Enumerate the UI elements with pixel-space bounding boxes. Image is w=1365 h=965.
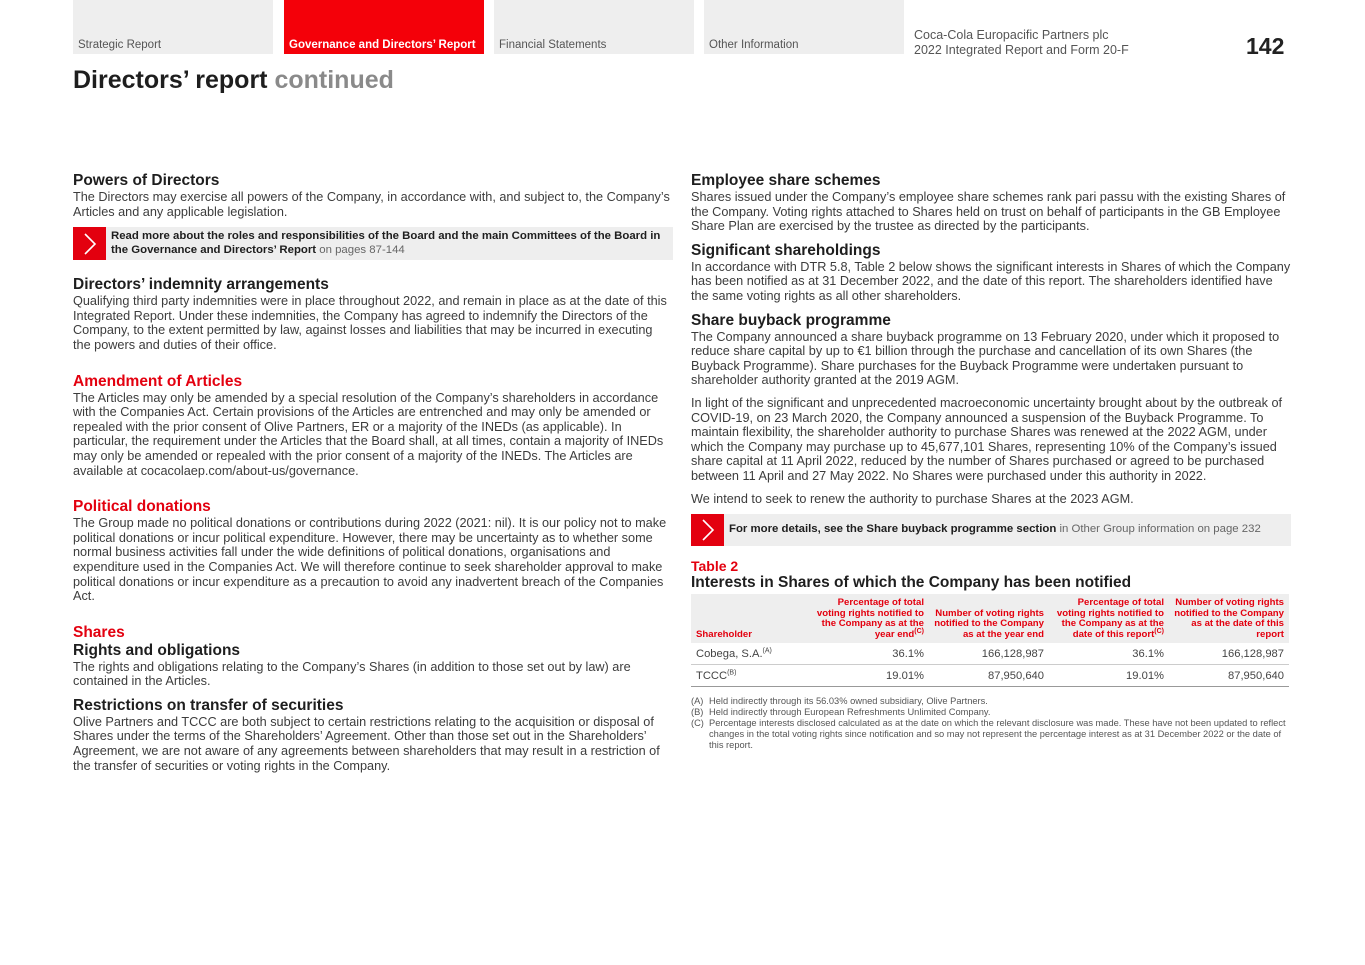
cell-pct-report-date: 36.1%	[1049, 643, 1169, 665]
nav-tab-governance[interactable]	[284, 0, 484, 54]
powers-text: The Directors may exercise all powers of the Company, in accordance with, and subject to, the Company’s Articles and any applicable legislation.	[73, 190, 670, 219]
buyback-callout-bold: For more details, see the Share buyback programme section	[729, 523, 1057, 536]
cell-shareholder: $TCCC^{(B)}$	[691, 665, 809, 687]
table-header-row	[691, 594, 1289, 643]
col-header-pct-report-date: Percentage of total voting rights notified to the Company as at the date of this report$^{(C)}$	[1049, 594, 1169, 643]
cell-num-report-date: 87,950,640	[1169, 665, 1289, 687]
table-footnotes	[691, 696, 1291, 751]
amendment-text: The Articles may only be amended by a special resolution of the Company’s shareholders in accordance with the Companies Act. Certain provisions of the Articles are entrenched and may only be amended or repealed with the prior consent of Olive Partners, ER or a majority of the INEDs (as applicable). In particular, the requirement under the Articles that the Board shall, at all times, contain a majority of INEDs may only be amended or repealed with the prior consent of a majority of the INEDs. The Articles are available at cocacolaep.com/about-us/governance.	[73, 390, 664, 478]
amendment-heading: Amendment of Articles	[73, 372, 243, 390]
political-text: The Group made no political donations or contributions during 2022 (2021: nil). It is our policy not to make political donations or incur political expenditure. However, there may be uncertainty as to whether some normal business activities fall under the wide definitions of political donations, organisations and expenditure used in the Companies Act. We will therefore continue to seek shareholder approval to make political donations or incur expenditure as a precaution to avoid any inadvertent breach of the Companies Act.	[73, 516, 667, 604]
powers-callout-pages: on pages 87-144	[316, 243, 405, 256]
col-header-shareholder: Shareholder	[691, 594, 809, 643]
cell-pct-report-date: 19.01%	[1049, 665, 1169, 687]
restrictions-heading: Restrictions on transfer of securities	[73, 696, 344, 714]
powers-callout-bold: Read more about the roles and responsibilities of the Board and the main Committees of the Board in the Governance and Directors’ Report	[111, 230, 661, 256]
nav-tab-label: Governance and Directors’ Report	[289, 39, 476, 51]
indemnity-heading: Directors’ indemnity arrangements	[73, 276, 329, 294]
page-title	[73, 66, 394, 95]
left-column	[73, 172, 673, 773]
significant-text: In accordance with DTR 5.8, Table 2 below shows the significant interests in Shares of which the Company has been notified as at 31 December 2022, and the date of this report. The shareholders identified have the same voting rights as all other shareholders.	[691, 259, 1291, 303]
cell-num-year-end: 87,950,640	[929, 665, 1049, 687]
cell-shareholder: Cobega, S.A.$^{(A)}$	[691, 643, 809, 665]
nav-tab-label: Other Information	[709, 39, 799, 51]
table-row	[691, 665, 1289, 687]
footnote: (A) Held indirectly through its 56.03% owned subsidiary, Olive Partners.	[691, 696, 988, 707]
nav-tab-other-information[interactable]	[704, 0, 904, 54]
powers-callout-text	[106, 227, 673, 260]
buyback-callout-page: in Other Group information on page 232	[1056, 523, 1261, 536]
col-header-pct-year-end: Percentage of total voting rights notified to the Company as at the year end$^{(C)}$	[809, 594, 929, 643]
report-name-line2: 2022 Integrated Report and Form 20-F	[914, 43, 1129, 57]
nav-tab-strategic-report[interactable]	[73, 0, 273, 54]
buyback-heading: Share buyback programme	[691, 311, 891, 329]
political-heading: Political donations	[73, 498, 211, 516]
shareholdings-table	[691, 594, 1289, 687]
cell-pct-year-end: 19.01%	[809, 665, 929, 687]
nav-tab-label: Financial Statements	[499, 39, 607, 51]
indemnity-text: Qualifying third party indemnities were in place throughout 2022, and remain in place as at the date of this Integrated Report. Under these indemnities, the Company has agreed to indemnify the Directors of the Company, to the extent permitted by law, against losses and liabilities that may be incurred in executing the powers and duties of their office.	[73, 294, 667, 352]
page-title-main: Directors’ report	[73, 66, 268, 94]
buyback-text-2: In light of the significant and unprecedented macroeconomic uncertainty brought about by the outbreak of COVID-19, on 23 March 2020, the Company announced a suspension of the Buyback Programme. To maintain flexibility, the shareholder authority to purchase Shares was renewed at the 2022 AGM, under which the Company may purchase up to 45,677,101 Shares, representing 10% of the Company’s issued share capital at 11 April 2022, reduced by the number of Shares purchased or agreed to be purchased between 11 April and 27 May 2022. No Shares were purchased under this authority in 2022.	[691, 395, 1283, 483]
table-title: Interests in Shares of which the Company has been notified	[691, 574, 1132, 592]
employee-text: Shares issued under the Company’s employee share schemes rank pari passu with the existing Shares of the Company. Voting rights attached to Shares held on trust on behalf of participants in the GB Employee Share Plan are exercised by the trustee as directed by the participants.	[691, 190, 1286, 234]
footnote: (C) Percentage interests disclosed calculated as at the date on which the relevant disclosure was made. These have not been updated to reflect changes in the total voting rights since notification and so may not represent the percentage interest as at 31 December 2022 or the date of this report.	[691, 718, 1286, 751]
shares-heading: Shares	[73, 623, 125, 641]
nav-tab-label: Strategic Report	[78, 39, 162, 51]
chevron-right-icon	[691, 514, 724, 546]
buyback-callout[interactable]	[691, 514, 1291, 546]
buyback-callout-text	[724, 514, 1267, 546]
buyback-text-1: The Company announced a share buyback programme on 13 February 2020, under which it proposed to reduce share capital by up to €1 billion through the purchase and cancellation of its own Shares (the Buyback Programme). Share purchases for the Buyback Programme were undertaken pursuant to shareholder authority granted at the 2019 AGM.	[691, 329, 1280, 388]
col-header-num-year-end: Number of voting rights notified to the Company as at the year end	[929, 594, 1049, 643]
chevron-right-icon	[73, 227, 106, 260]
page-title-suffix: continued	[274, 66, 394, 94]
nav-tab-financial-statements[interactable]	[494, 0, 694, 54]
cell-num-year-end: 166,128,987	[929, 643, 1049, 665]
report-name	[914, 28, 1129, 58]
footnote: (B) Held indirectly through European Refreshments Unlimited Company.	[691, 707, 991, 718]
right-column	[691, 172, 1291, 751]
cell-pct-year-end: 36.1%	[809, 643, 929, 665]
employee-heading: Employee share schemes	[691, 172, 881, 189]
table-row	[691, 643, 1289, 665]
restrictions-text: Olive Partners and TCCC are both subject to certain restrictions relating to the acquisition or disposal of Shares under the terms of the Shareholders’ Agreement. Other than those set out in the Shareholders’ Agreement, we are not aware of any agreements between shareholders that may result in a restriction of the transfer of securities or voting rights in the Company.	[73, 714, 660, 773]
powers-heading: Powers of Directors	[73, 172, 220, 189]
report-name-line1: Coca-Cola Europacific Partners plc	[914, 28, 1109, 42]
powers-callout[interactable]	[73, 227, 673, 260]
table-label: Table 2	[691, 558, 739, 575]
rights-text: The rights and obligations relating to the Company’s Shares (in addition to those set out by law) are contained in the Articles.	[73, 659, 631, 689]
page-number: 142	[1246, 33, 1285, 59]
rights-heading: Rights and obligations	[73, 641, 241, 659]
buyback-text-3: We intend to seek to renew the authority to purchase Shares at the 2023 AGM.	[691, 491, 1134, 506]
col-header-num-report-date: Number of voting rights notified to the Company as at the date of this report	[1169, 594, 1289, 643]
significant-heading: Significant shareholdings	[691, 241, 881, 259]
cell-num-report-date: 166,128,987	[1169, 643, 1289, 665]
